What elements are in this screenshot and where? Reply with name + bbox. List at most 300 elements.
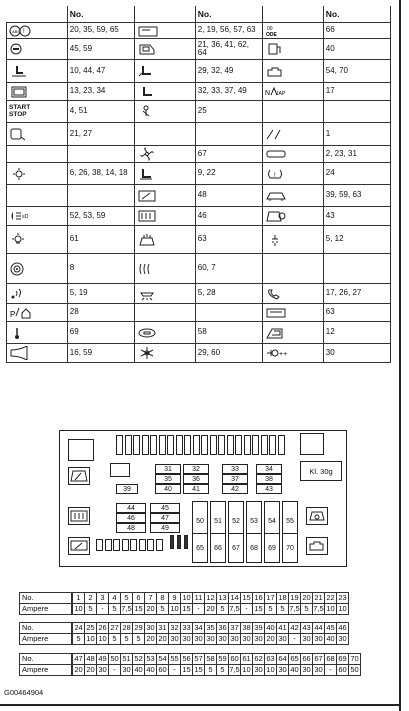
ampere-value: 60	[338, 665, 347, 674]
fuse-cell: 41	[183, 484, 209, 494]
legend-icon-cell	[134, 344, 195, 363]
nav-jap-icon	[265, 85, 291, 99]
fuse-number: 64	[278, 654, 287, 663]
fuse-number: 51	[122, 654, 131, 663]
fuse-number: 36	[218, 623, 227, 632]
fuse-cell: 42	[222, 484, 248, 494]
ampere-table	[19, 592, 349, 615]
small-fuse	[113, 539, 120, 551]
fuse-cell: 54	[264, 501, 280, 541]
fuse-cell: 52	[228, 501, 244, 541]
legend-icon-cell	[134, 304, 195, 322]
ampere-value: 15	[134, 604, 143, 613]
small-fuse	[201, 435, 208, 455]
legend-icon-cell	[134, 39, 195, 60]
legend-fuse-numbers: 60, 7	[195, 254, 262, 284]
thermometer-icon	[9, 326, 31, 340]
legend-fuse-numbers: 25	[195, 101, 262, 123]
legend-icon-cell	[262, 23, 323, 39]
fuse-cell: 53	[246, 501, 262, 541]
legend-icon-cell	[262, 322, 323, 344]
ampere-value: 10	[72, 604, 85, 615]
legend-fuse-numbers	[195, 123, 262, 146]
fuse-cell: 38	[256, 474, 282, 484]
legend-icon-cell	[7, 146, 68, 163]
sunroof-icon	[265, 326, 287, 340]
fuse-number: 5	[121, 593, 133, 604]
small-fuse	[105, 539, 112, 551]
ampere-value: -	[241, 604, 253, 615]
hood-icon	[265, 189, 287, 203]
fuse-cell: 43	[256, 484, 282, 494]
legend-fuse-numbers: 66	[323, 23, 390, 39]
ampere-value: 40	[134, 665, 143, 674]
ampere-value: 7,5	[229, 604, 240, 613]
small-fuse	[170, 535, 174, 549]
legend-icon-cell	[262, 83, 323, 101]
legend-icon-cell	[7, 101, 68, 123]
ampere-value: 20	[206, 604, 215, 613]
fuse-cell: 48	[116, 523, 146, 533]
legend-icon-cell	[134, 207, 195, 226]
svg-text:P: P	[10, 309, 16, 319]
legend-fuse-numbers: 5, 28	[195, 284, 262, 304]
fuse-number: 57	[194, 654, 203, 663]
legend-icon-cell	[134, 23, 195, 39]
power-window-icon	[137, 42, 159, 56]
legend-header-no-2: No.	[195, 6, 262, 23]
small-fuse	[139, 539, 146, 551]
small-fuse	[210, 435, 217, 455]
relay-small	[110, 463, 130, 477]
fuse-number: 10	[182, 593, 191, 602]
ampere-value: 5	[277, 604, 289, 615]
fuse-cell: 49	[150, 523, 180, 533]
legend-fuse-numbers: 1	[323, 123, 390, 146]
fuse-number: 23	[338, 593, 347, 602]
front-wiper-relay	[68, 467, 90, 485]
ampere-value: 30	[254, 665, 263, 674]
fuse-cell: 51	[210, 501, 226, 541]
sun-icon	[9, 167, 31, 181]
small-fuse	[184, 435, 191, 455]
legend-icon-cell	[262, 254, 323, 284]
legend-row	[7, 101, 391, 123]
fuse-number: 39	[254, 623, 263, 632]
small-fuse	[147, 539, 154, 551]
legend-icon-cell	[134, 60, 195, 83]
legend-icon-cell	[134, 101, 195, 123]
ampere-value: 30	[230, 634, 239, 643]
legend-icon-cell	[7, 39, 68, 60]
fuse-legend-table	[6, 6, 391, 363]
trailer-icon	[265, 346, 289, 360]
fuse-number: 6	[133, 593, 145, 604]
seat-heater-icon	[9, 64, 31, 78]
legend-fuse-numbers: 40	[323, 39, 390, 60]
fuse-number: 4	[109, 593, 121, 604]
fuse-number: 2	[85, 593, 97, 604]
legend-icon-cell	[262, 284, 323, 304]
ampere-value: 10	[266, 665, 275, 674]
ampere-value: 5	[109, 634, 121, 645]
legend-fuse-numbers: 5, 19	[67, 284, 134, 304]
ampere-value: -	[289, 634, 301, 645]
ampere-value: -	[193, 604, 205, 615]
fuse-number-row	[20, 623, 349, 634]
legend-icon-cell	[7, 23, 68, 39]
headlight-icon	[9, 209, 35, 223]
legend-icon-cell	[7, 163, 68, 185]
fuse-number: 43	[302, 623, 311, 632]
legend-fuse-numbers: 39, 59, 63	[323, 185, 390, 207]
legend-icon-cell	[262, 146, 323, 163]
legend-row	[7, 123, 391, 146]
ampere-value: 10	[170, 604, 179, 613]
small-fuse	[159, 435, 166, 455]
ampere-value: 5	[157, 604, 169, 615]
fuse-cell: 47	[150, 513, 180, 523]
fuse-cell: 35	[155, 474, 181, 484]
ampere-value: 10	[338, 604, 347, 613]
windshield-wash-icon	[265, 209, 287, 223]
ampere-value: 15	[194, 665, 203, 674]
ampere-value: 10	[242, 665, 251, 674]
legend-fuse-numbers: 32, 33, 37, 49	[195, 83, 262, 101]
legend-row	[7, 304, 391, 322]
svg-text:≡D: ≡D	[22, 214, 29, 220]
relay-top-right	[300, 433, 324, 455]
legend-row	[7, 83, 391, 101]
fuse-number: 49	[98, 654, 107, 663]
speaker-icon	[9, 262, 31, 276]
engine-relay	[306, 537, 328, 555]
legend-icon-cell	[262, 163, 323, 185]
legend-fuse-numbers: 52, 53, 59	[67, 207, 134, 226]
legend-icon-cell	[7, 226, 68, 254]
ampere-value: 5	[121, 634, 133, 645]
ampere-value: 20	[146, 634, 155, 643]
ignition-icon	[9, 127, 31, 141]
horn-icon	[9, 346, 31, 360]
ampere-value: 7,5	[289, 604, 300, 613]
legend-row	[7, 207, 391, 226]
engine-relay-icon	[307, 538, 327, 554]
legend-row	[7, 185, 391, 207]
ampere-value: 30	[254, 634, 263, 643]
fuse-number: 56	[182, 654, 191, 663]
legend-row	[7, 284, 391, 304]
legend-fuse-numbers: 12	[323, 322, 390, 344]
svg-text:++: ++	[278, 351, 288, 358]
legend-icon-cell	[262, 304, 323, 322]
windshield-wash-relay-icon	[307, 508, 327, 524]
ampere-value: 30	[338, 634, 347, 643]
ampere-value: 30	[122, 665, 131, 674]
fuse-number: 60	[230, 654, 239, 663]
fuse-number: 47	[72, 654, 85, 665]
fuse-number: 50	[110, 654, 119, 663]
fuse-number: 28	[122, 623, 131, 632]
phone-icon	[265, 287, 287, 301]
legend-row	[7, 23, 391, 39]
ampere-value: -	[109, 665, 121, 676]
wiper-rear-icon	[137, 189, 159, 203]
small-fuse	[116, 435, 123, 455]
fuse-number: 31	[158, 623, 167, 632]
fuse-number: 48	[86, 654, 95, 663]
legend-icon-cell	[262, 207, 323, 226]
legend-fuse-numbers: 30	[323, 344, 390, 363]
no-label: No.	[20, 623, 73, 634]
power-outlet-icon	[265, 233, 287, 247]
light-bulb-icon	[9, 233, 31, 247]
legend-fuse-numbers	[195, 304, 262, 322]
legend-fuse-numbers: 58	[195, 322, 262, 344]
ampere-value: 30	[302, 665, 311, 674]
legend-fuse-numbers: 29, 60	[195, 344, 262, 363]
rear-defrost-relay-icon	[69, 508, 89, 524]
fuse-cell: 33	[222, 464, 248, 474]
ampere-value: 30	[278, 634, 287, 643]
legend-fuse-numbers: 5, 12	[323, 226, 390, 254]
fuse-number: 55	[170, 654, 179, 663]
fuse-cell: 67	[228, 533, 244, 563]
small-fuse	[130, 539, 137, 551]
legend-row	[7, 146, 391, 163]
fuse-number: 58	[206, 654, 215, 663]
legend-fuse-numbers: 63	[195, 226, 262, 254]
fuse-number: 40	[266, 623, 275, 632]
legend-icon-cell	[7, 322, 68, 344]
ampere-value: -	[325, 665, 337, 676]
antenna-icon	[9, 287, 31, 301]
fuse-number: 17	[266, 593, 275, 602]
fuse-number: 19	[290, 593, 299, 602]
legend-icon-cell	[262, 123, 323, 146]
fuse-cell: 68	[246, 533, 262, 563]
legend-fuse-numbers: 28	[67, 304, 134, 322]
page-bottom-border	[0, 704, 401, 706]
fuse-number: 33	[182, 623, 191, 632]
ampere-value: 30	[242, 634, 251, 643]
legend-row	[7, 60, 391, 83]
legend-header-row	[7, 6, 391, 23]
small-fuse	[142, 435, 149, 455]
small-fuse	[96, 539, 103, 551]
legend-icon-cell	[262, 101, 323, 123]
small-fuse	[261, 435, 268, 455]
legend-icon-cell	[262, 344, 323, 363]
ampere-value: 10	[86, 634, 95, 643]
legend-icon-cell	[7, 207, 68, 226]
small-fuse	[252, 435, 259, 455]
legend-icon-cell	[7, 304, 68, 322]
svg-text:!: !	[273, 172, 276, 179]
fuse-number: 27	[110, 623, 119, 632]
legend-fuse-numbers: 6, 26, 38, 14, 18	[67, 163, 134, 185]
legend-fuse-numbers: 43	[323, 207, 390, 226]
fuse-cell: 36	[183, 474, 209, 484]
ampere-table	[19, 622, 349, 645]
legend-header-no-3: No.	[323, 6, 390, 23]
ampere-value: 5	[133, 634, 145, 645]
ampere-value: 20	[146, 604, 155, 613]
legend-icon-cell	[262, 185, 323, 207]
legend-header-no-1: No.	[67, 6, 134, 23]
ampere-value: 15	[182, 665, 191, 674]
fuse-cell: 45	[150, 503, 180, 513]
fuse-number: 24	[72, 623, 85, 634]
ampere-value: 30	[98, 665, 107, 674]
small-fuse	[167, 435, 174, 455]
key-icon	[137, 326, 159, 340]
no-label: No.	[20, 654, 73, 665]
ampere-value: 50	[350, 665, 359, 674]
ampere-label: Ampere	[20, 604, 73, 615]
fuse-number: 69	[338, 654, 347, 663]
fuse-number: 45	[326, 623, 335, 632]
fuse-number-row	[20, 654, 361, 665]
fuse-cell: 31	[155, 464, 181, 474]
small-fuse	[177, 535, 181, 549]
legend-fuse-numbers: 54, 70	[323, 60, 390, 83]
small-fuse	[227, 435, 234, 455]
fuse-number: 18	[278, 593, 287, 602]
ampere-value: 5	[205, 665, 217, 676]
small-fuse	[193, 435, 200, 455]
ampere-table	[19, 653, 361, 676]
ampere-value: 10	[326, 604, 335, 613]
ampere-value: 30	[182, 634, 191, 643]
small-fuse	[278, 435, 285, 455]
fuse-number: 63	[266, 654, 275, 663]
fuse-cell: 44	[116, 503, 146, 513]
legend-row	[7, 322, 391, 344]
small-fuse	[244, 435, 251, 455]
legend-icon-cell	[7, 254, 68, 284]
legend-fuse-numbers: 16, 59	[67, 344, 134, 363]
fuse-number: 54	[158, 654, 167, 663]
ampere-value: 7,5	[121, 604, 132, 613]
legend-fuse-numbers: 2, 19, 56, 57, 63	[195, 23, 262, 39]
ampere-value: 30	[194, 634, 203, 643]
legend-icon-cell	[134, 123, 195, 146]
fuse-number: 65	[290, 654, 299, 663]
small-fuse	[184, 535, 188, 549]
interior-light-icon	[137, 287, 159, 301]
fuse-number: 16	[254, 593, 263, 602]
fuse-number: 15	[242, 593, 251, 602]
heat-icon	[137, 262, 159, 276]
display-icon	[9, 85, 31, 99]
legend-fuse-numbers: 8	[67, 254, 134, 284]
rear-defrost-relay	[68, 507, 90, 525]
legend-fuse-numbers: 17, 26, 27	[323, 284, 390, 304]
fuse-number: 7	[145, 593, 157, 604]
svg-text:ABS: ABS	[12, 28, 21, 34]
small-fuse	[156, 539, 163, 551]
fuse-number: 62	[254, 654, 263, 663]
legend-icon-cell	[262, 39, 323, 60]
legend-fuse-numbers	[67, 146, 134, 163]
legend-icon-cell	[134, 83, 195, 101]
small-fuse	[150, 435, 157, 455]
ampere-value: 30	[278, 665, 287, 674]
svg-text:00: 00	[266, 25, 273, 32]
legend-fuse-numbers: 61	[67, 226, 134, 254]
legend-fuse-numbers: 29, 32, 49	[195, 60, 262, 83]
fuse-number: 44	[314, 623, 323, 632]
fuse-number: 8	[157, 593, 169, 604]
license-light-icon	[265, 147, 287, 161]
small-fuse	[269, 435, 276, 455]
small-fuse	[125, 435, 132, 455]
legend-row	[7, 254, 391, 284]
odometer-icon	[265, 24, 287, 38]
ampere-value: 15	[182, 604, 191, 613]
legend-icon-cell	[7, 123, 68, 146]
rear-wiper-relay	[68, 537, 90, 555]
ampere-value: 20	[86, 665, 95, 674]
fuse-number: 21	[314, 593, 323, 602]
ampere-value: 5	[301, 604, 313, 615]
fuel-pump-icon	[265, 42, 287, 56]
fuse-number: 13	[218, 593, 227, 602]
legend-icon-cell	[134, 146, 195, 163]
fuse-number: 37	[230, 623, 239, 632]
road-icon	[265, 127, 287, 141]
ampere-value: 10	[98, 634, 107, 643]
ampere-value: 60	[158, 665, 167, 674]
legend-icon-cell	[262, 226, 323, 254]
small-fuse	[122, 539, 129, 551]
legend-icon-cell	[7, 83, 68, 101]
legend-icon-cell	[262, 60, 323, 83]
ampere-label: Ampere	[20, 665, 73, 676]
fuse-number: 11	[193, 593, 205, 604]
legend-fuse-numbers	[323, 101, 390, 123]
fuse-cell: 70	[282, 533, 298, 563]
fuse-cell: 37	[222, 474, 248, 484]
rear-defrost-icon	[137, 209, 159, 223]
legend-row	[7, 163, 391, 185]
legend-fuse-numbers: 63	[323, 304, 390, 322]
radio-icon	[265, 306, 287, 320]
fuse-number: 20	[302, 593, 311, 602]
ampere-value: 5	[265, 604, 277, 615]
fuse-number: 30	[146, 623, 155, 632]
fuse-cell: 46	[116, 513, 146, 523]
ampere-value: 15	[254, 604, 263, 613]
ampere-value: 20	[158, 634, 167, 643]
no-label: No.	[20, 593, 73, 604]
ampere-value: 5	[85, 604, 97, 615]
fuse-number: 9	[169, 593, 181, 604]
compass-icon	[9, 42, 31, 56]
ampere-value: 5	[217, 665, 229, 676]
legend-fuse-numbers: 9, 22	[195, 163, 262, 185]
fuse-cell: 50	[192, 501, 208, 541]
fuse-number: 34	[194, 623, 203, 632]
small-fuse	[133, 435, 140, 455]
ampere-value: 30	[302, 634, 311, 643]
fuse-number: 1	[72, 593, 85, 604]
ampere-value: 7,5	[313, 604, 324, 613]
ampere-row	[20, 665, 361, 676]
relay-block	[68, 439, 94, 461]
fuse-number: 35	[206, 623, 215, 632]
